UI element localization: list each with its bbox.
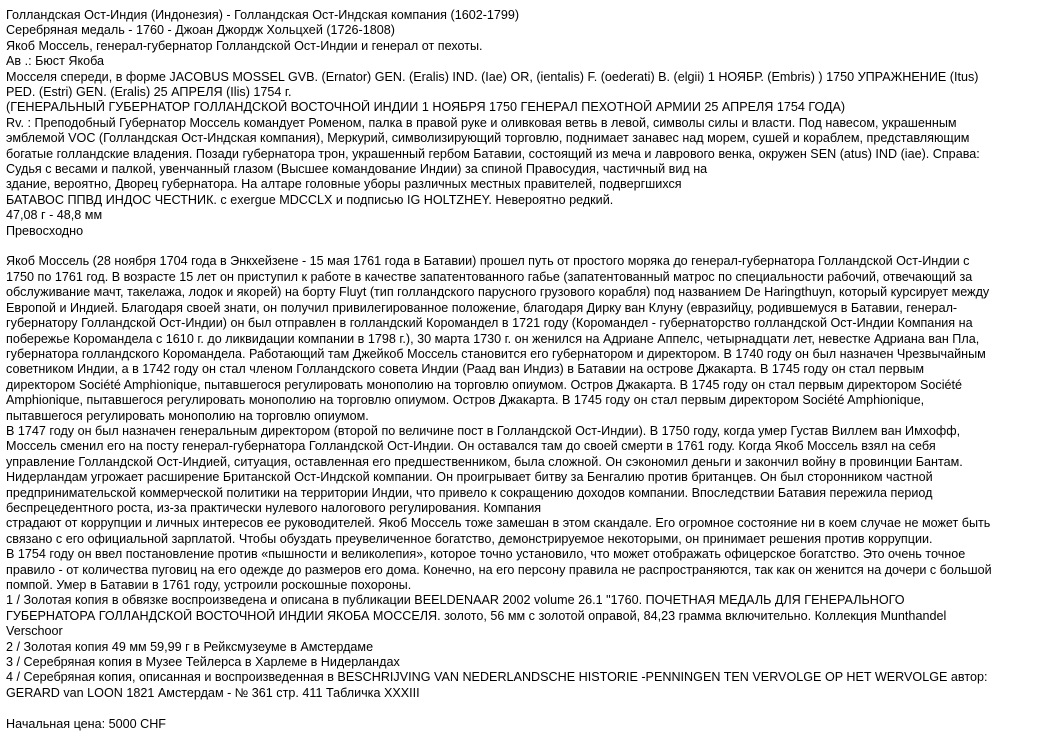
header-line: Голландская Ост-Индия (Индонезия) - Голландская Ост-Индская компания (1602-1799) bbox=[6, 8, 520, 22]
biography-line: Европой и Индией. Благодаря своей знати, он получил привилегированное положение, благодаря Дирку ван Клуну (евразийцу, родившемуся в Батавии, генерал- bbox=[6, 300, 958, 315]
biography-line: беспрецедентного роста, из-за практически нулевого налогового регулирования. Компания bbox=[6, 500, 542, 515]
biography-line: Моссель сменил его на посту генерал-губернатора Голландской Ост-Индии. Он оставался там до своей смерти в 1761 году. Когда Якоб Моссель взял на себя bbox=[6, 439, 936, 454]
header-line: Ав .: Бюст Якоба bbox=[6, 54, 105, 69]
medal-header-section bbox=[6, 8, 1058, 239]
header-line: Судья с весами и палкой, увенчанный глазом (Высшее командование Индии) за спиной Правосудия, частичный вид на bbox=[6, 162, 708, 177]
biography-line: Якоб Моссель (28 ноября 1704 года в Энкхейзене - 15 мая 1761 года в Батавии) прошел путь от простого моряка до генерал-губернатора Голландской Ост-Индии с bbox=[6, 254, 970, 269]
biography-line: управление Голландской Ост-Индией, ситуация, оставленная его предшественником, была сложной. Он сэкономил деньги и закончил войну в провинции Бантам. bbox=[6, 454, 963, 469]
biography-line: губернатора голландского Коромандела. Работающий там Джейкоб Моссель становится его губернатором и директором. В 1740 году он был назначен Чрезвычайным bbox=[6, 346, 986, 361]
biography-line: В 1747 году он был назначен генеральным директором (второй по величине пост в Голландской Ост-Индии). В 1750 году, когда умер Густав Виллем ван Имхофф, bbox=[6, 423, 961, 438]
references-section bbox=[6, 593, 1058, 701]
biography-line: страдают от коррупции и личных интересов ее руководителей. Якоб Моссель тоже замешан в этом скандале. Его огромное состояние ни в коем случае не может быть bbox=[6, 516, 991, 531]
header-line: эмблемой VOC (Голландская Ост-Индская компания), Меркурий, символизирующий торговлю, поднимает занавес над морем, сушей и кораблем, представляющим bbox=[6, 131, 970, 146]
biography-line: побережье Коромандела с 1610 г. до ликвидации компании в 1798 г.), 30 марта 1730 г. он женился на Адриане Аппелс, четырнадцати лет, невестке Адриана ван Пла, bbox=[6, 331, 980, 346]
biography-line: обслуживание мачт, такелажа, лодок и якорей) на борту Fluyt (тип голландского парусного грузового корабля) под названием De Haringthuyn, который курсирует между bbox=[6, 285, 990, 300]
header-line: (ГЕНЕРАЛЬНЫЙ ГУБЕРНАТОР ГОЛЛАНДСКОЙ ВОСТОЧНОЙ ИНДИИ 1 НОЯБРЯ 1750 ГЕНЕРАЛ ПЕХОТНОЙ АРМИИ 25 АПРЕЛЯ 1754 ГОДА) bbox=[6, 100, 846, 115]
reference-line: 3 / Серебряная копия в Музее Тейлерса в Харлеме в Нидерландах bbox=[6, 655, 400, 670]
header-line: Мосселя спереди, в форме JACOBUS MOSSEL GVB. (Ernator) GEN. (Eralis) IND. (Iae) OR, (ientalis) F. (oederati) B. (elgii) 1 НОЯБР. (Embris) ) 1750 УПРАЖНЕНИЕ (Itus) bbox=[6, 69, 979, 84]
header-line: Rv. : Преподобный Губернатор Моссель командует Роменом, палка в правой руке и оливковая ветвь в левой, символы силы и власти. Под навесом, украшенным bbox=[6, 115, 957, 130]
header-line: PED. (Estri) GEN. (Eralis) 25 АПРЕЛЯ (Ilis) 1754 г. bbox=[6, 85, 292, 100]
header-line: богатые голландские владения. Позади губернатора трон, украшенный гербом Батавии, состоящий из меча и лаврового венка, окружен SEN (atus) IND (iae). Справа: bbox=[6, 146, 980, 161]
biography-line: советником Индии, а в 1742 году он стал членом Голландского совета Индии (Раад ван Индиз) в Батавии на острове Джакарта. В 1745 году он стал первым bbox=[6, 362, 925, 377]
biography-line: В 1754 году он ввел постановление против «пышности и великолепия», которое точно установило, что может отображать офицерское богатство. Это очень точное bbox=[6, 547, 966, 562]
header-line: Превосходно bbox=[6, 223, 84, 238]
biography-line: Amphionique, пытавшегося регулировать монополию на торговлю опиумом. Остров Джакарта. В 1745 году он стал первым директором Société Amphionique, bbox=[6, 393, 925, 408]
paragraph-gap bbox=[6, 701, 1058, 716]
lot-description-document bbox=[6, 8, 1058, 732]
paragraph-gap bbox=[6, 239, 1058, 254]
reference-line: 4 / Серебряная копия, описанная и воспроизведенная в BESCHRIJVING VAN NEDERLANDSCHE HISTORIE -PENNINGEN TEN VERVOLGE OP HET WERVOLGE автор: bbox=[6, 670, 988, 685]
reference-line: Verschoor bbox=[6, 624, 63, 639]
biography-line: помпой. Умер в Батавии в 1761 году, устроили роскошные похороны. bbox=[6, 578, 412, 593]
biography-line: пытавшегося регулировать монополию на торговлю опиумом. bbox=[6, 408, 369, 423]
biography-line: Нидерландам угрожает расширение Британской Ост-Индской компании. Он проигрывает битву за Бенгалию против британцев. Он был сторонником частной bbox=[6, 470, 933, 485]
starting-price: Начальная цена: 5000 CHF bbox=[6, 716, 167, 731]
biography-line: правило - от количества пуговиц на его одежде до размеров его дома. Конечно, на его персону правила не распространяются, так как он женится на дочери с большой bbox=[6, 562, 992, 577]
reference-line: GERARD van LOON 1821 Амстердам - № 361 стр. 411 Табличка XXXIII bbox=[6, 685, 420, 700]
biography-line: предпринимательской коммерческой политики на территории Индии, что привело к сокращению доходов компании. Впоследствии Батавия пережила период bbox=[6, 485, 933, 500]
biography-line: 1750 по 1761 год. В возрасте 15 лет он приступил к работе в качестве запатентованного габье (запатентованный матрос по специальности рабочий, отвечающий за bbox=[6, 269, 973, 284]
reference-line: 2 / Золотая копия 49 мм 59,99 г в Рейксмузеуме в Амстердаме bbox=[6, 639, 374, 654]
reference-line: 1 / Золотая копия в обвязке воспроизведена и описана в публикации BEELDENAAR 2002 volume 26.1 "1760. ПОЧЕТНАЯ МЕДАЛЬ ДЛЯ ГЕНЕРАЛЬНОГО bbox=[6, 593, 905, 608]
header-line: Серебряная медаль - 1760 - Джоан Джордж Хольцхей (1726-1808) bbox=[6, 23, 395, 38]
biography-section bbox=[6, 254, 1058, 593]
header-line: БАТАВОС ППВД ИНДОС ЧЕСТНИК. с exergue MDCCLX и подписью IG HOLTZHEY. Невероятно редкий. bbox=[6, 192, 614, 207]
biography-line: связано с его официальной зарплатой. Чтобы обуздать преувеличенное богатство, демонстрируемое некоторыми, он принимает решения против коррупции. bbox=[6, 531, 933, 546]
biography-line: губернатору Голландской Ост-Индии) он был отправлен в голландский Коромандел в 1721 году (Коромандел - губернаторство голландской Ост-Индии Компания на bbox=[6, 316, 973, 331]
header-line: здание, вероятно, Дворец губернатора. На алтаре головные уборы различных местных правителей, подвергшихся bbox=[6, 177, 682, 192]
biography-line: директором Société Amphionique, пытавшегося регулировать монополию на торговлю опиумом. Остров Джакарта. В 1745 году он стал первым директором Société bbox=[6, 377, 963, 392]
reference-line: ГУБЕРНАТОРА ГОЛЛАНДСКОЙ ВОСТОЧНОЙ ИНДИИ ЯКОБА МОССЕЛЯ. золото, 56 мм с золотой оправой, 84,23 грамма включительно. Коллекция Munthandel bbox=[6, 608, 947, 623]
header-line: 47,08 г - 48,8 мм bbox=[6, 208, 103, 223]
header-line: Якоб Моссель, генерал-губернатор Голландской Ост-Индии и генерал от пехоты. bbox=[6, 38, 483, 53]
